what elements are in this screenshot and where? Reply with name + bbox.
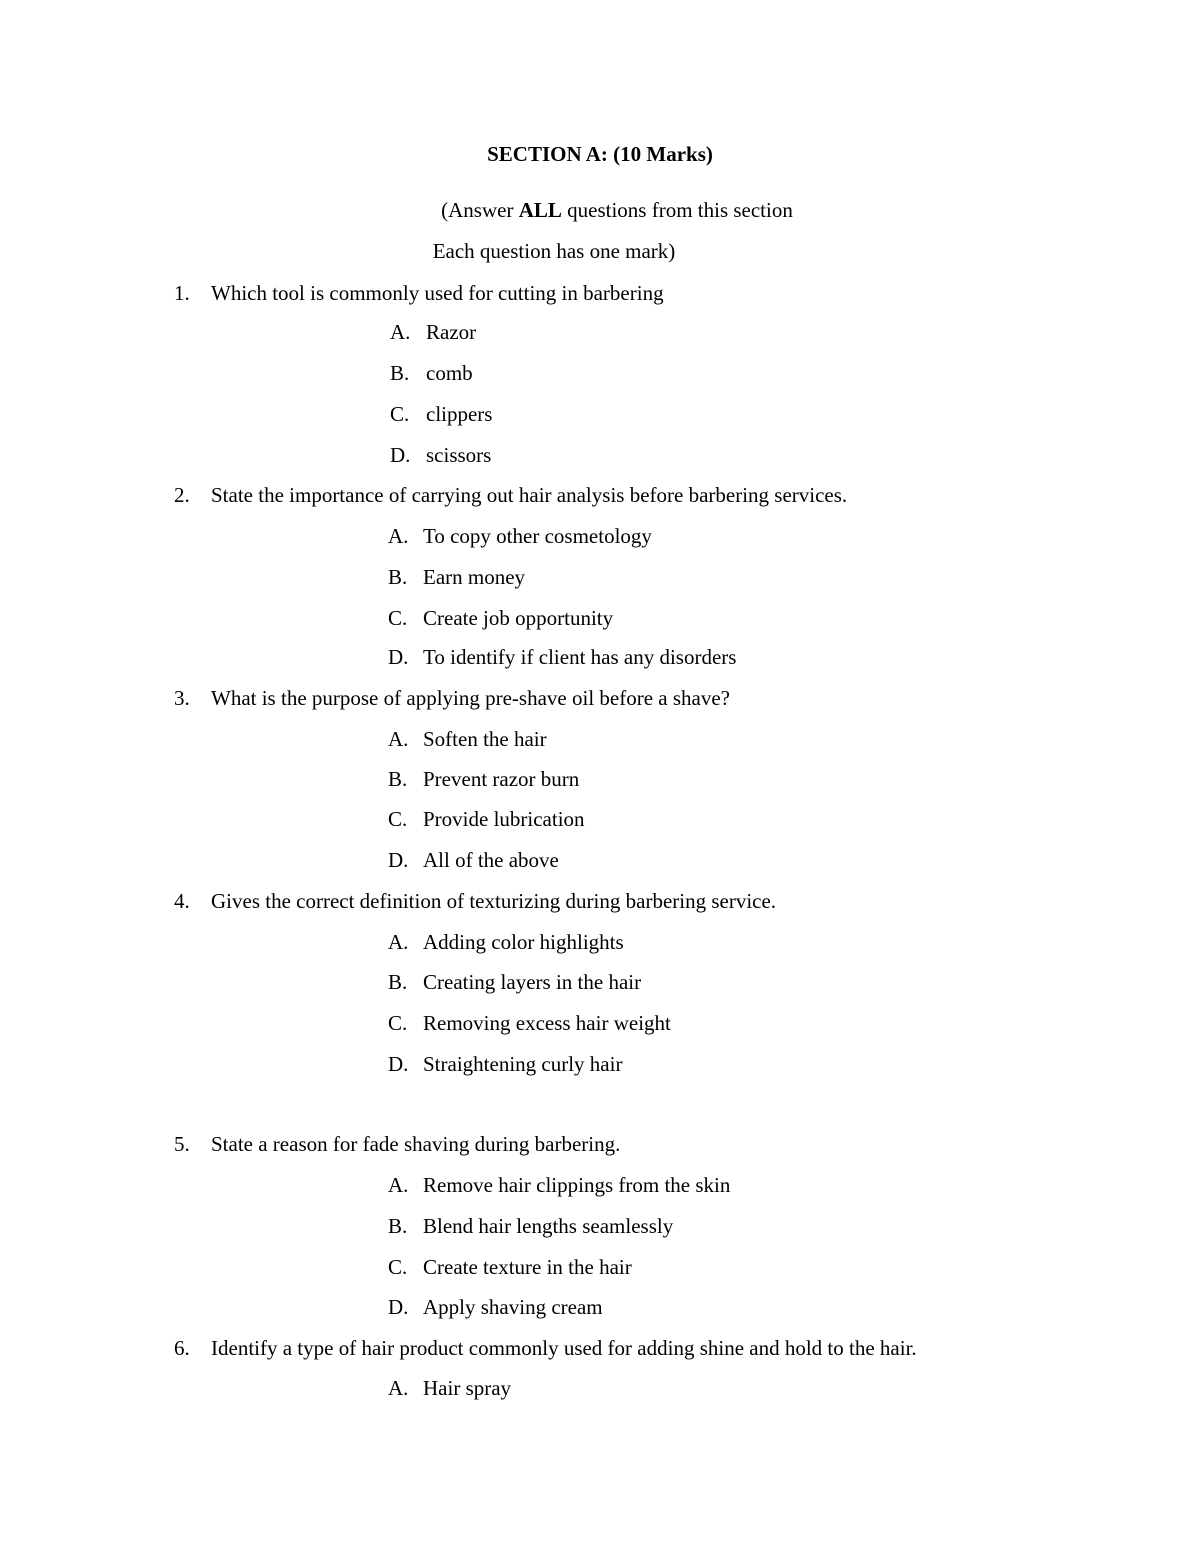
option-letter: D. bbox=[390, 443, 411, 467]
section-title: SECTION A: (10 Marks) bbox=[487, 142, 713, 166]
option-text: To identify if client has any disorders bbox=[423, 645, 737, 669]
question-number: 5. bbox=[174, 1132, 190, 1156]
option-text: Creating layers in the hair bbox=[423, 970, 642, 994]
option-letter: B. bbox=[388, 767, 408, 791]
instruction-line-1 bbox=[0, 198, 1200, 222]
instruction-post: questions from this section bbox=[561, 198, 793, 222]
question-text: Gives the correct definition of texturizing during barbering service. bbox=[211, 889, 777, 913]
option-letter: B. bbox=[390, 361, 410, 385]
option-letter: A. bbox=[388, 727, 409, 751]
option-text: Adding color highlights bbox=[423, 930, 624, 954]
option-text: Apply shaving cream bbox=[423, 1295, 603, 1319]
option-letter: B. bbox=[388, 565, 408, 589]
question-number: 6. bbox=[174, 1336, 190, 1360]
option-letter: C. bbox=[388, 1011, 408, 1035]
question-text: State a reason for fade shaving during barbering. bbox=[211, 1132, 621, 1156]
option-text: Remove hair clippings from the skin bbox=[423, 1173, 731, 1197]
option-text: All of the above bbox=[423, 848, 559, 872]
option-letter: A. bbox=[388, 1376, 409, 1400]
option-letter: A. bbox=[388, 524, 409, 548]
instruction-line-2: Each question has one mark) bbox=[432, 239, 676, 263]
option-text: Prevent razor burn bbox=[423, 767, 580, 791]
option-text: comb bbox=[426, 361, 473, 385]
option-text: Straightening curly hair bbox=[423, 1052, 623, 1076]
option-letter: C. bbox=[388, 807, 408, 831]
option-text: To copy other cosmetology bbox=[423, 524, 652, 548]
question-number: 3. bbox=[174, 686, 190, 710]
option-letter: B. bbox=[388, 1214, 408, 1238]
option-text: Create job opportunity bbox=[423, 606, 614, 630]
option-text: Blend hair lengths seamlessly bbox=[423, 1214, 674, 1238]
question-number: 4. bbox=[174, 889, 190, 913]
option-text: Provide lubrication bbox=[423, 807, 585, 831]
instruction-bold: ALL bbox=[518, 198, 562, 222]
option-letter: D. bbox=[388, 1052, 409, 1076]
option-letter: A. bbox=[388, 1173, 409, 1197]
question-number: 1. bbox=[174, 281, 190, 305]
option-text: Create texture in the hair bbox=[423, 1255, 632, 1279]
option-letter: D. bbox=[388, 848, 409, 872]
option-letter: B. bbox=[388, 970, 408, 994]
question-text: Which tool is commonly used for cutting in barbering bbox=[211, 281, 664, 305]
option-letter: A. bbox=[388, 930, 409, 954]
question-text: Identify a type of hair product commonly used for adding shine and hold to the hair. bbox=[211, 1336, 917, 1360]
option-letter: C. bbox=[388, 606, 408, 630]
option-text: Earn money bbox=[423, 565, 526, 589]
option-letter: C. bbox=[388, 1255, 408, 1279]
option-letter: A. bbox=[390, 320, 411, 344]
option-letter: D. bbox=[388, 645, 409, 669]
question-number: 2. bbox=[174, 483, 190, 507]
option-text: clippers bbox=[426, 402, 493, 426]
option-text: Hair spray bbox=[423, 1376, 512, 1400]
instruction-pre: (Answer bbox=[441, 198, 519, 222]
option-text: Removing excess hair weight bbox=[423, 1011, 671, 1035]
option-letter: C. bbox=[390, 402, 410, 426]
option-text: Soften the hair bbox=[423, 727, 547, 751]
question-text: State the importance of carrying out hair analysis before barbering services. bbox=[211, 483, 848, 507]
option-text: scissors bbox=[426, 443, 492, 467]
option-letter: D. bbox=[388, 1295, 409, 1319]
option-text: Razor bbox=[426, 320, 477, 344]
question-text: What is the purpose of applying pre-shave oil before a shave? bbox=[211, 686, 730, 710]
